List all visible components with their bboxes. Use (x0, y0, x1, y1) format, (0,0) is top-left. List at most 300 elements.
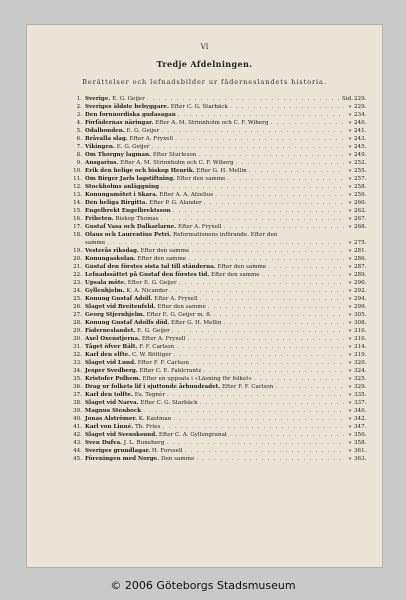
leader-dots (227, 175, 344, 183)
entry-title: Engelbrekt Engelbrektsson (85, 208, 171, 214)
entry-author: Efter A. M. Strinnholm och C. F. Wiberg (120, 160, 234, 166)
leader-dots (270, 119, 344, 127)
entry-number: 25. (73, 296, 82, 302)
toc-entry (70, 263, 366, 271)
entry-page: 289. (354, 272, 367, 278)
entry-page: 337. (354, 400, 367, 406)
toc-entry (70, 439, 366, 447)
ditto-mark: » (348, 248, 352, 254)
section-title: Tredje Afdelningen. (156, 59, 253, 69)
entry-number: 18. (73, 232, 82, 238)
leader-dots (223, 319, 344, 327)
toc-entry (70, 223, 366, 231)
toc-entry-continuation (70, 239, 366, 247)
entry-page: 350. (354, 432, 367, 438)
entry-title: Gyllenhjelm. (85, 288, 125, 294)
toc-entry (70, 255, 366, 263)
entry-number: 45. (73, 456, 82, 462)
ditto-mark: » (348, 448, 352, 454)
entry-author: Efter A. Fryxell (177, 224, 222, 230)
leader-dots (208, 303, 344, 311)
leader-dots (179, 279, 344, 287)
entry-title-group (85, 271, 260, 279)
entry-number: 11. (73, 176, 82, 182)
leader-dots (198, 151, 344, 159)
entry-author: Efter den samme (217, 264, 267, 270)
entry-title-group (85, 423, 160, 431)
entry-number: 36. (73, 384, 82, 390)
entry-page: 342. (354, 416, 367, 422)
entry-title-group (85, 143, 149, 151)
leader-dots (170, 287, 344, 295)
entry-page: 286. (354, 256, 367, 262)
entry-author: Efter G. H. Mellin (196, 168, 247, 174)
entry-author: C. W. Böttiger (131, 352, 172, 358)
leader-dots (203, 367, 344, 375)
entry-author: Efter C. E. Fahlcrantz (139, 368, 202, 374)
entry-title-group (85, 167, 247, 175)
entry-title: Sverige. (85, 96, 111, 102)
entry-number: 7. (76, 144, 82, 150)
toc-entry (70, 151, 366, 159)
entry-number: 37. (73, 392, 82, 398)
entry-author: Reformationens införande. Efter den (173, 232, 278, 238)
toc-entry (70, 351, 366, 359)
ditto-mark: » (348, 224, 352, 230)
page-number: VI (200, 43, 209, 51)
toc-entry (70, 455, 366, 463)
leader-dots (173, 415, 344, 423)
table-of-contents (70, 95, 366, 463)
entry-title-group (85, 327, 170, 335)
entry-page: 347. (354, 424, 367, 430)
ditto-mark: » (348, 160, 352, 166)
leader-dots (214, 311, 344, 319)
entry-title: Bråvalla slag. (85, 136, 128, 142)
toc-entry (70, 407, 366, 415)
entry-page: 245. (354, 144, 367, 150)
leader-dots (262, 271, 344, 279)
entry-title-group (85, 311, 212, 319)
leader-dots (230, 103, 344, 111)
entry-title-group (85, 223, 222, 231)
leader-dots (166, 439, 344, 447)
ditto-mark: » (348, 208, 352, 214)
ditto-mark: » (348, 136, 352, 142)
entry-title-group (85, 135, 173, 143)
entry-author: Es. Tegnér (134, 392, 166, 398)
entry-author: Efter E. G. Geijer m. fl. (146, 312, 212, 318)
entry-number: 9. (76, 160, 82, 166)
entry-page: 363. (354, 456, 367, 462)
toc-entry (70, 375, 366, 383)
entry-title-group (85, 447, 183, 455)
entry-title-group (85, 303, 206, 311)
entry-author: Efter C. G. Starbäck (140, 400, 198, 406)
entry-title-group (85, 183, 159, 191)
entry-author: Efter A. Fryxell (129, 136, 174, 142)
leader-dots (196, 455, 344, 463)
ditto-mark: » (348, 408, 352, 414)
entry-author: Efter A. Fryxell (154, 296, 198, 302)
toc-entry (70, 383, 366, 391)
entry-page: 268. (354, 224, 367, 230)
toc-entry (70, 431, 366, 439)
leader-dots (173, 207, 344, 215)
entry-page: 335. (354, 392, 367, 398)
entry-title-group (85, 351, 171, 359)
entry-title-group (85, 191, 213, 199)
leader-dots (173, 351, 344, 359)
ditto-mark: » (348, 288, 352, 294)
ditto-mark: » (348, 360, 352, 366)
toc-entry (70, 367, 366, 375)
leader-dots (161, 215, 344, 223)
ditto-mark: » (348, 400, 352, 406)
entry-number: 13. (73, 192, 82, 198)
leader-dots (107, 239, 344, 247)
entry-page: 310. (354, 328, 367, 334)
ditto-mark: » (348, 240, 352, 246)
entry-title-group (85, 255, 186, 263)
entry-page: 234. (354, 112, 367, 118)
entry-page: 320. (354, 360, 367, 366)
entry-number: 16. (73, 216, 82, 222)
ditto-mark: » (348, 384, 352, 390)
entry-page: 299. (354, 304, 367, 310)
sid-label: Sid. (342, 96, 353, 102)
leader-dots (175, 135, 344, 143)
entry-title-group (85, 343, 174, 351)
entry-title: Axel Oxenstjerna. (85, 336, 141, 342)
entry-title: Karl den tolfte. (85, 392, 133, 398)
entry-title-group (85, 415, 171, 423)
entry-author: Efter den samme (211, 272, 260, 278)
entry-number: 33. (73, 360, 82, 366)
entry-author: Efter A. A. Afzelius (159, 192, 214, 198)
ditto-mark: » (348, 112, 352, 118)
entry-author: Efter den samme (157, 304, 206, 310)
entry-number: 5. (76, 128, 82, 134)
entry-number: 29. (73, 328, 82, 334)
toc-entry (70, 159, 366, 167)
entry-author: Efter C. A. Gyllengranat (158, 432, 228, 438)
entry-title-group (85, 359, 189, 367)
toc-entry (70, 191, 366, 199)
toc-entry (70, 119, 366, 127)
toc-entry (70, 247, 366, 255)
ditto-mark: » (348, 416, 352, 422)
entry-title: Drag ur folkets lif i sjuttonde århundradet. (85, 384, 221, 390)
entry-author: Efter den samme (137, 256, 187, 262)
entry-page: 257. (354, 176, 367, 182)
toc-entry (70, 303, 366, 311)
entry-title-group (85, 407, 141, 415)
entry-title: Karl von Linné. (85, 424, 134, 430)
entry-title-group (85, 399, 197, 407)
entry-number: 23. (73, 280, 82, 286)
ditto-mark: » (348, 352, 352, 358)
entry-title: Slaget vid Lund. (85, 360, 136, 366)
leader-dots (254, 375, 344, 383)
entry-number: 39. (73, 408, 82, 414)
entry-title-group (85, 263, 266, 271)
entry-number: 38. (73, 400, 82, 406)
toc-entry (70, 231, 366, 239)
toc-entry (70, 143, 366, 151)
entry-number: 35. (73, 376, 82, 382)
ditto-mark: » (348, 200, 352, 206)
toc-entry (70, 391, 366, 399)
leader-dots (249, 167, 344, 175)
entry-author: E. G. Geijer (126, 128, 160, 134)
entry-number: 14. (73, 200, 82, 206)
entry-title: Fäderneslandet. (85, 328, 136, 334)
entry-title-group (85, 159, 233, 167)
entry-title: Friheten. (85, 216, 114, 222)
entry-title: Upsala möte. (85, 280, 126, 286)
entry-title-group (85, 199, 202, 207)
entry-page: 340. (354, 408, 367, 414)
entry-title: Konungamötet i Skara. (85, 192, 158, 198)
leader-dots (229, 431, 344, 439)
entry-number: 28. (73, 320, 82, 326)
entry-author: Efter F. F. Carlson (137, 360, 189, 366)
ditto-mark: » (348, 128, 352, 134)
entry-page: 314. (354, 344, 367, 350)
toc-entry (70, 423, 366, 431)
entry-number: 30. (73, 336, 82, 342)
toc-entry (70, 167, 366, 175)
entry-title-group (85, 207, 171, 215)
entry-title-group (85, 335, 185, 343)
ditto-mark: » (348, 392, 352, 398)
toc-entry (70, 199, 366, 207)
entry-title: Lefnadssättet på Gustaf den förstes tid. (85, 272, 210, 278)
entry-author: E. G. Geijer (116, 144, 150, 150)
toc-entry (70, 319, 366, 327)
toc-entry (70, 287, 366, 295)
entry-title: Jonas Alströmer. (85, 416, 137, 422)
ditto-mark: » (348, 184, 352, 190)
entry-number: 20. (73, 256, 82, 262)
entry-title-group (85, 231, 277, 239)
entry-number: 19. (73, 248, 82, 254)
leader-dots (161, 183, 344, 191)
toc-entry (70, 111, 366, 119)
entry-title-group (85, 127, 159, 135)
ditto-mark: » (348, 168, 352, 174)
entry-title: Om Birger Jarls lagstiftning. (85, 176, 175, 182)
entry-title: Slaget vid Svensksund. (85, 432, 158, 438)
entry-number: 17. (73, 224, 82, 230)
entry-title: Ansgarius. (85, 160, 119, 166)
entry-number: 24. (73, 288, 82, 294)
toc-entry (70, 415, 366, 423)
entry-title: Föreningen med Norge. (85, 456, 160, 462)
entry-title-group (85, 319, 221, 327)
ditto-mark: » (348, 328, 352, 334)
entry-number: 34. (73, 368, 82, 374)
ditto-mark: » (348, 120, 352, 126)
ditto-mark: » (348, 312, 352, 318)
entry-number: 22. (73, 272, 82, 278)
entry-number: 2. (76, 104, 82, 110)
entry-title: Karl den elfte. (85, 352, 131, 358)
entry-title-group (85, 247, 189, 255)
entry-title: Magnus Stenbock (85, 408, 142, 414)
entry-author: Efter den samme (140, 248, 190, 254)
leader-dots (268, 263, 344, 271)
toc-entry (70, 175, 366, 183)
entry-author: Den samme (160, 456, 195, 462)
entry-number: 27. (73, 312, 82, 318)
copyright-notice: © 2006 Göteborgs Stadsmuseum (110, 579, 296, 592)
entry-title-group (85, 151, 196, 159)
entry-title: Den heliga Birgitta. (85, 200, 148, 206)
entry-page: 229. (354, 104, 367, 110)
entry-number: 12. (73, 184, 82, 190)
entry-page: 305. (354, 312, 367, 318)
leader-dots (204, 199, 344, 207)
entry-number: 4. (76, 120, 82, 126)
entry-number: 32. (73, 352, 82, 358)
leader-dots (162, 423, 344, 431)
entry-author: Efter E. G. Geijer (127, 280, 177, 286)
entry-title: Stockholms anläggning (85, 184, 160, 190)
toc-entry (70, 311, 366, 319)
toc-entry (70, 335, 366, 343)
leader-dots (215, 191, 344, 199)
ditto-mark: » (348, 296, 352, 302)
entry-page: 240. (354, 120, 367, 126)
leader-dots (178, 111, 344, 119)
ditto-mark: » (348, 144, 352, 150)
ditto-mark: » (348, 264, 352, 270)
entry-title: Slaget vid Breitenfeld. (85, 304, 156, 310)
ditto-mark: » (348, 272, 352, 278)
entry-title: Kristofer Polhem. (85, 376, 141, 382)
entry-title: Odalbonden. (85, 128, 125, 134)
entry-page: 260. (354, 200, 367, 206)
entry-author: E. G. Geijer (112, 96, 145, 102)
entry-page: 281. (354, 248, 367, 254)
entry-title: Jesper Svedberg. (85, 368, 138, 374)
entry-author: K. A. Nicander (126, 288, 168, 294)
entry-title-group (85, 439, 164, 447)
entry-author: K. Kastman (138, 416, 172, 422)
entry-title-group (85, 111, 176, 119)
ditto-mark: » (348, 152, 352, 158)
entry-number: 10. (73, 168, 82, 174)
entry-title-group (85, 279, 177, 287)
toc-entry (70, 327, 366, 335)
leader-dots (199, 399, 344, 407)
entry-page: 262. (354, 208, 367, 214)
ditto-mark: » (348, 344, 352, 350)
ditto-mark: » (348, 320, 352, 326)
entry-title: Vikingen. (85, 144, 115, 150)
entry-title: Georg Stjernhjelm. (85, 312, 145, 318)
entry-title: Konung Gustaf Adolf. (85, 296, 153, 302)
leader-dots (200, 295, 344, 303)
entry-title-group (85, 175, 225, 183)
entry-author: J. L. Runeberg (123, 440, 165, 446)
entry-page: 255. (354, 168, 367, 174)
entry-number: 3. (76, 112, 82, 118)
leader-dots (275, 383, 344, 391)
toc-entry (70, 215, 366, 223)
leader-dots (188, 255, 344, 263)
entry-author: Efter Sturleson (152, 152, 197, 158)
entry-page: 241. (354, 128, 367, 134)
ditto-mark: » (348, 440, 352, 446)
toc-entry (70, 183, 366, 191)
toc-entry (70, 399, 366, 407)
leader-dots (176, 343, 344, 351)
ditto-mark: » (348, 280, 352, 286)
entry-author: E. G. Geijer (137, 328, 170, 334)
entry-title-group (85, 375, 252, 383)
leader-dots (147, 95, 340, 103)
entry-author: F. F. Carlson (139, 344, 175, 350)
entry-page: 290. (354, 280, 367, 286)
toc-entry (70, 127, 366, 135)
entry-title: Vesterås riksdag. (85, 248, 139, 254)
ditto-mark: » (348, 192, 352, 198)
entry-page: 252. (354, 160, 367, 166)
leader-dots (167, 391, 344, 399)
entry-title: Sveriges äldste bebyggare. (85, 104, 169, 110)
entry-author: Efter A. M. Strinnholm och C. F. Wiberg (155, 120, 269, 126)
entry-number: 44. (73, 448, 82, 454)
entry-number: 31. (73, 344, 82, 350)
entry-number: 15. (73, 208, 82, 214)
ditto-mark: » (348, 432, 352, 438)
entry-number: 40. (73, 416, 82, 422)
entry-title: Om Thorgny lagman. (85, 152, 152, 158)
entry-number: 8. (76, 152, 82, 158)
toc-entry (70, 279, 366, 287)
entry-page: 329. (354, 384, 367, 390)
entry-number: 43. (73, 440, 82, 446)
entry-title-group (85, 215, 159, 223)
entry-page: 308. (354, 320, 367, 326)
leader-dots (187, 335, 344, 343)
leader-dots (235, 159, 344, 167)
entry-title: Konung Gustaf Adolfs död. (85, 320, 170, 326)
entry-author: Efter F. F. Carlson (221, 384, 274, 390)
entry-title: Den fornnordiska gudasagan (85, 112, 176, 118)
entry-title-group (85, 367, 201, 375)
entry-title: Sven Dufva. (85, 440, 123, 446)
entry-page: 229. (354, 96, 367, 102)
entry-title: Gustaf den förstes sista tal till ständerna. (85, 264, 216, 270)
ditto-mark: » (348, 368, 352, 374)
leader-dots (224, 223, 344, 231)
entry-author: Efter den samme (176, 176, 226, 182)
entry-title-group (85, 383, 273, 391)
leader-dots (172, 327, 344, 335)
toc-entry (70, 95, 366, 103)
leader-dots (185, 447, 344, 455)
entry-page: 310. (354, 336, 367, 342)
entry-page: 275. (354, 240, 367, 246)
entry-title: Gustaf Vasa och Dalkarlarne. (85, 224, 177, 230)
entry-title-group (85, 95, 145, 103)
toc-entry (70, 295, 366, 303)
entry-author: Th. Fries (134, 424, 161, 430)
